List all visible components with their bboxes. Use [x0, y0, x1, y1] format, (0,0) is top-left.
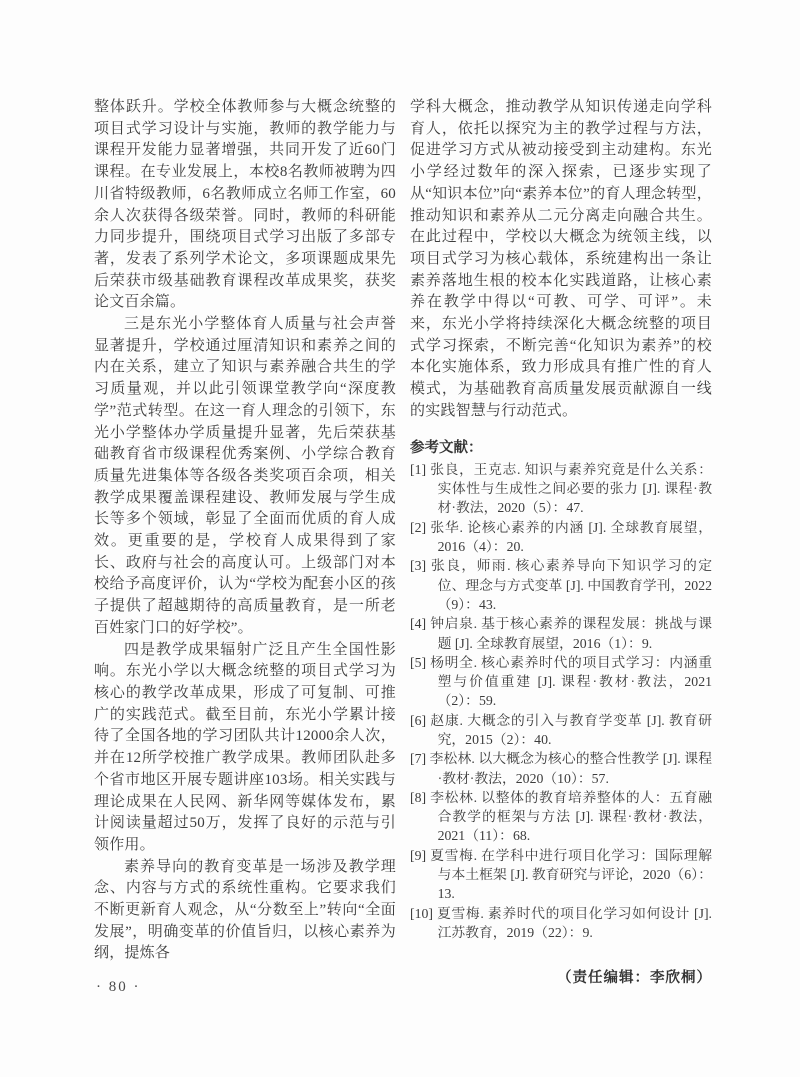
- reference-item: [1] 张良，王克志. 知识与素养究竟是什么关系：实体性与生成性之间必要的张力 [J]. 课程·教材·教法，2020（5）：47.: [410, 461, 712, 516]
- editor-note: （责任编辑：李欣桐）: [557, 970, 712, 987]
- reference-item: [4] 钟启泉. 基于核心素养的课程发展：挑战与课题 [J]. 全球教育展望，2016（1）：9.: [410, 616, 712, 651]
- paragraph: 四是教学成果辐射广泛且产生全国性影响。东光小学以大概念统整的项目式学习为核心的教学改革成果，形成了可复制、可推广的实践范式。截至目前，东光小学累计接待了全国各地的学习团队共计12000余人次，并在12所学校推广教学成果。教师团队赴多个省市地区开展专题讲座103场。相关实践与理论成果在人民网、新华网等媒体发布，累计阅读量超过50万，发挥了良好的示范与引领作用。: [94, 641, 396, 853]
- reference-item: [7] 李松林. 以大概念为核心的整合性教学 [J]. 课程·教材·教法，2020（10）：57.: [410, 751, 712, 786]
- reference-item: [8] 李松林. 以整体的教育培养整体的人：五育融合教学的框架与方法 [J]. 课程·教材·教法，2021（11）：68.: [410, 789, 712, 844]
- reference-item: [10] 夏雪梅. 素养时代的项目化学习如何设计 [J]. 江苏教育，2019（22）：9.: [410, 905, 712, 940]
- paragraph: 素养导向的教育变革是一场涉及教学理念、内容与方式的系统性重构。它要求我们不断更新育人观念，从“分数至上”转向“全面发展”，明确变革的价值旨归，以核心素养为纲，提炼各: [94, 858, 396, 962]
- right-column: [410, 97, 712, 990]
- left-column: [94, 97, 396, 965]
- reference-item: [3] 张良，师雨. 核心素养导向下知识学习的定位、理念与方式变革 [J]. 中国教育学刊，2022（9）：43.: [410, 558, 712, 612]
- paragraph: 学科大概念，推动教学从知识传递走向学科育人，依托以探究为主的教学过程与方法，促进学习方式从被动接受到主动建构。东光小学经过数年的深入探索，已逐步实现了从“知识本位”向“素养本位”的育人理念转型，推动知识和素养从二元分离走向融合共生。在此过程中，学校以大概念为统领主线，以项目式学习为核心载体，系统建构出一条让素养落地生根的校本化实践道路，让核心素养在教学中得以“可教、可学、可评”。未来，东光小学将持续深化大概念统整的项目式学习探索，不断完善“化知识为素养”的校本化实施体系，致力形成具有推广性的育人模式，为基础教育高质量发展贡献源自一线的实践智慧与行动范式。: [410, 99, 712, 419]
- reference-item: [9] 夏雪梅. 在学科中进行项目化学习：国际理解与本土框架 [J]. 教育研究与评论，2020（6）：13.: [410, 847, 712, 902]
- reference-item: [2] 张华. 论核心素养的内涵 [J]. 全球教育展望，2016（4）：20.: [410, 519, 712, 555]
- references-section: [410, 439, 712, 943]
- reference-item: [5] 杨明全. 核心素养时代的项目式学习：内涵重塑与价值重建 [J]. 课程·教材·教法，2021（2）：59.: [410, 654, 712, 709]
- paragraph: 三是东光小学整体育人质量与社会声誉显著提升，学校通过厘清知识和素养之间的内在关系，建立了知识与素养融合共生的学习质量观，并以此引领课堂教学向“深度教学”范式转型。在这一育人理念的引领下，东光小学整体办学质量提升显著，先后荣获基础教育省市级课程优秀案例、小学综合教育质量先进集体等各级各类奖项百余项，相关教学成果覆盖课程建设、教师发展与学生成长等多个领域，彰显了全面而优质的育人成效。更重要的是，学校育人成果得到了家长、政府与社会的高度认可。上级部门对本校给予高度评价，认为“学校为配套小区的孩子提供了超越期待的高质量教育，是一所老百姓家门口的好学校”。: [94, 316, 396, 636]
- page-number: · 80 ·: [96, 979, 141, 995]
- reference-item: [6] 赵康. 大概念的引入与教育学变革 [J]. 教育研究，2015（2）：40.: [410, 712, 712, 747]
- references-heading: 参考文献：: [410, 439, 483, 456]
- paragraph: 整体跃升。学校全体教师参与大概念统整的项目式学习设计与实施，教师的教学能力与课程开发能力显著增强，共同开发了近60门课程。在专业发展上，本校8名教师被聘为四川省特级教师，6名教师成立名师工作室，60余人次获得各级荣誉。同时，教师的科研能力同步提升，围绕项目式学习出版了多部专著，发表了系列学术论文，多项课题成果先后荣获市级基础教育课程改革成果奖，获奖论文百余篇。: [94, 99, 396, 311]
